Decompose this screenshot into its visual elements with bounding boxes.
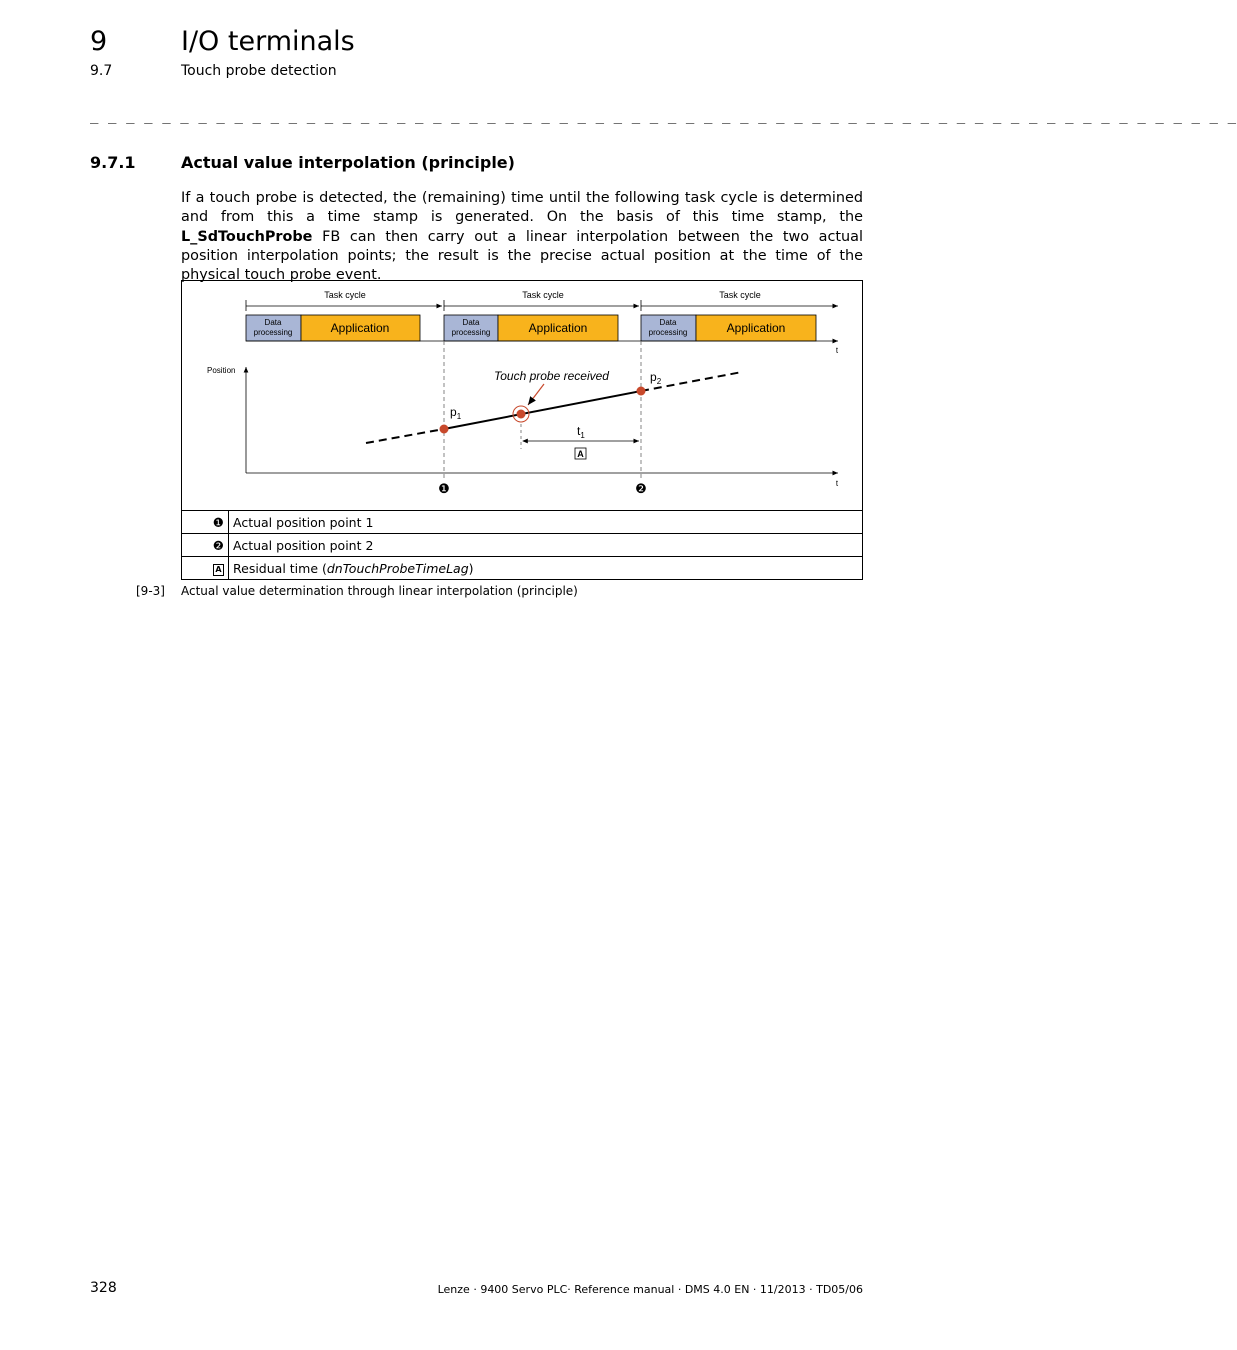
p2-sub: 2 <box>656 377 662 386</box>
legend-symbol-a: A <box>213 564 224 576</box>
p1-sub: 1 <box>456 412 462 421</box>
legend-text-3-after: ) <box>468 560 474 576</box>
p2-base: p <box>650 370 657 384</box>
caption-number: [9-3] <box>136 584 165 598</box>
p1-label <box>450 405 462 421</box>
data-processing-label-1a: Data <box>264 318 282 327</box>
point-p1 <box>440 425 449 434</box>
legend-row <box>182 511 862 534</box>
touch-probe-point <box>517 410 526 419</box>
extrapolation-left <box>366 429 444 443</box>
figure-legend <box>182 510 862 579</box>
header-divider: _ _ _ _ _ _ _ _ _ _ _ _ _ _ _ _ _ _ _ _ _ _ _ _ _ _ _ _ _ _ _ _ _ _ _ _ _ _ _ _ _ _ _ _ _ _ _ _ _ _ _ _ _ _ _ _ _ _ _ _ _ _ _ _ <box>90 108 1237 124</box>
data-processing-label-1b: processing <box>253 328 293 337</box>
touch-probe-pointer <box>528 384 544 405</box>
application-label-3: Application <box>726 321 786 335</box>
marker-2: ❷ <box>635 481 647 496</box>
legend-symbol-2: ❷ <box>182 534 229 557</box>
paragraph-text-1: If a touch probe is detected, the (remaining) time until the following task cycle is determined and from this a time stamp is generated. On the basis of this time stamp, the <box>181 190 863 226</box>
t1-sub: 1 <box>580 431 585 440</box>
task-cycle-row <box>246 290 838 311</box>
data-processing-label-3a: Data <box>659 318 677 327</box>
legend-text-1: Actual position point 1 <box>229 511 863 534</box>
time-label-bottom: t <box>835 479 839 488</box>
footer-text: Lenze · 9400 Servo PLC· Reference manual · DMS 4.0 EN · 11/2013 · TD05/06 <box>437 1283 863 1296</box>
legend-text-2: Actual position point 2 <box>229 534 863 557</box>
position-label: Position <box>207 366 236 375</box>
legend-row <box>182 534 862 557</box>
body-paragraph <box>181 189 863 285</box>
p1-base: p <box>450 405 457 419</box>
page-number: 328 <box>90 1280 117 1296</box>
subsection-number: 9.7.1 <box>90 153 136 172</box>
marker-1: ❶ <box>438 481 450 496</box>
legend-symbol-1: ❶ <box>182 511 229 534</box>
t1-base: t <box>577 424 581 438</box>
touch-probe-label: Touch probe received <box>494 369 609 383</box>
data-processing-label-2b: processing <box>451 328 491 337</box>
t1-label <box>577 424 585 440</box>
application-label-2: Application <box>528 321 588 335</box>
subsection-title: Actual value interpolation (principle) <box>181 153 515 172</box>
task-cycle-label-3: Task cycle <box>719 290 761 300</box>
figure-frame <box>181 280 863 580</box>
section-number: 9.7 <box>90 63 113 79</box>
data-processing-label-3b: processing <box>648 328 688 337</box>
paragraph-text-2: FB can then carry out a linear interpolation between the two actual position interpolation points; the result is the precise actual position at the time of the physical touch probe event. <box>181 228 863 284</box>
p2-label <box>650 370 662 386</box>
chapter-number: 9 <box>90 26 108 57</box>
task-cycle-label-1: Task cycle <box>324 290 366 300</box>
chapter-title: I/O terminals <box>181 26 355 57</box>
task-cycle-label-2: Task cycle <box>522 290 564 300</box>
caption-text: Actual value determination through linear interpolation (principle) <box>181 584 578 598</box>
application-label-1: Application <box>330 321 390 335</box>
fb-name: L_SdTouchProbe <box>181 228 313 245</box>
legend-text-3 <box>229 557 863 580</box>
legend-text-3-italic: dnTouchProbeTimeLag <box>326 560 469 576</box>
time-label-top: t <box>835 346 839 355</box>
block-row <box>246 315 839 355</box>
residual-time-marker: A <box>577 449 584 459</box>
legend-text-3-before: Residual time ( <box>233 560 327 576</box>
interpolation-diagram <box>182 281 862 510</box>
point-p2 <box>637 387 646 396</box>
interpolation-line <box>444 391 641 429</box>
data-processing-label-2a: Data <box>462 318 480 327</box>
section-title: Touch probe detection <box>181 63 337 79</box>
legend-row <box>182 557 862 580</box>
